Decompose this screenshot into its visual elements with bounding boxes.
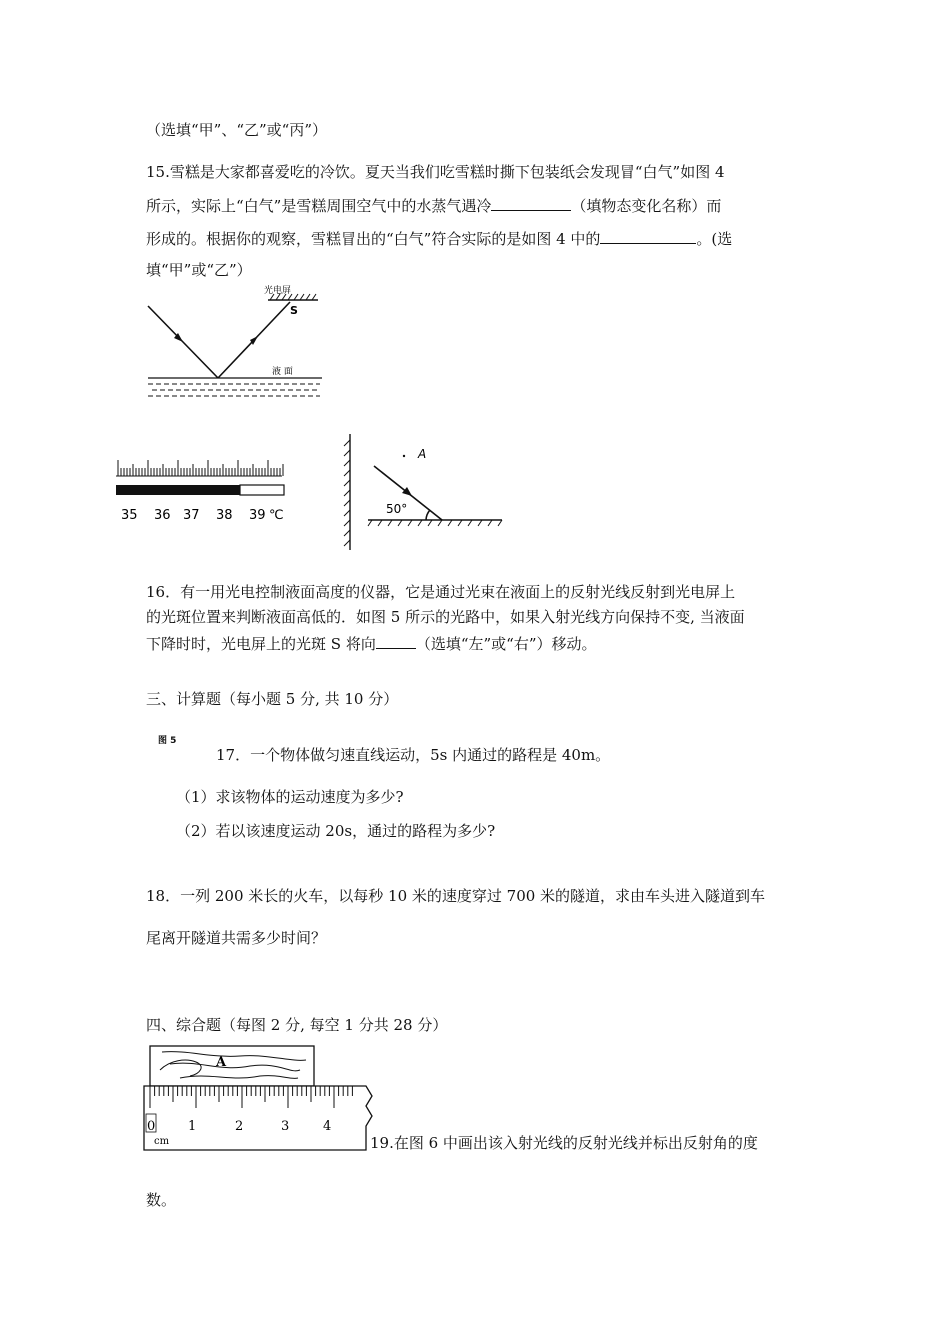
ruler-body xyxy=(144,1086,372,1150)
angle-arc xyxy=(426,510,430,520)
section4-title: 四、综合题（每图 2 分, 每空 1 分共 28 分） xyxy=(146,1016,448,1034)
q15-line2 xyxy=(146,196,721,215)
screen-label: 光电屏 xyxy=(264,286,292,296)
ruler-number: 4 xyxy=(323,1119,332,1134)
angle-label: 50° xyxy=(386,502,408,516)
q18-line1: 18．一列 200 米长的火车，以每秒 10 米的速度穿过 700 米的隧道，求由车头进入隧道到车 xyxy=(146,887,766,905)
q16-line3-text-a: 下降时时，光电屏上的光斑 S 将向 xyxy=(146,635,376,653)
q16-answer-blank[interactable] xyxy=(376,634,416,649)
ruler-number: 0 xyxy=(147,1119,156,1134)
figure-mirror-reflection xyxy=(338,432,508,554)
block-label: A xyxy=(216,1055,227,1070)
q15-line2-text-a: 所示，实际上“白气”是雪糕周围空气中的水蒸气遇冷 xyxy=(146,197,492,215)
q15-line3 xyxy=(146,229,732,248)
liquid-label: 液 面 xyxy=(272,367,293,377)
q15-answer-blank-2[interactable] xyxy=(600,229,696,244)
q16-line1: 16．有一用光电控制液面高度的仪器，它是通过光束在液面上的反射光线反射到光电屏上 xyxy=(146,583,736,601)
q15-line2-text-b: （填物态变化名称）而 xyxy=(571,197,722,215)
q16-line3-text-b: （选填“左”或“右”）移动。 xyxy=(415,635,597,653)
q17-sub1: （1）求该物体的运动速度为多少? xyxy=(176,788,404,806)
ruler-number: 1 xyxy=(188,1119,197,1134)
figure-light-screen-liquid xyxy=(140,286,325,406)
q19-line2: 数。 xyxy=(146,1191,177,1209)
mercury-column xyxy=(116,485,240,495)
incident-arrow-icon xyxy=(402,487,412,496)
thermometer-tube xyxy=(240,485,284,495)
thermometer-unit: ℃ xyxy=(269,508,284,523)
q17-sub2: （2）若以该速度运动 20s，通过的路程为多少? xyxy=(176,822,496,840)
point-a-label: A xyxy=(418,447,427,461)
figure-ruler xyxy=(140,1042,374,1154)
q15-line1: 15.雪糕是大家都喜爱吃的冷饮。夏天当我们吃雪糕时撕下包装纸会发现冒“白气”如图 4 xyxy=(146,163,725,181)
thermometer-tick-label: 36 xyxy=(154,508,171,523)
q17-stem: 17．一个物体做匀速直线运动，5s 内通过的路程是 40m。 xyxy=(216,746,611,764)
thermometer-tick-label: 37 xyxy=(183,508,200,523)
q14-tail: （选填“甲”、“乙”或“丙”） xyxy=(146,121,328,139)
q19-line1: 19.在图 6 中画出该入射光线的反射光线并标出反射角的度 xyxy=(370,1134,758,1152)
ruler-unit: cm xyxy=(154,1136,170,1147)
q15-answer-blank-1[interactable] xyxy=(491,196,571,211)
q15-line3-text-b: 。(选 xyxy=(696,230,733,248)
spot-label: S xyxy=(290,304,298,317)
ruler-number: 3 xyxy=(281,1119,290,1134)
fig5-label: 图 5 xyxy=(158,736,177,746)
thermometer-tick-label: 39 xyxy=(249,508,266,523)
q15-line4: 填“甲”或“乙”） xyxy=(146,261,252,279)
thermometer-tick-label: 38 xyxy=(216,508,233,523)
section3-title: 三、计算题（每小题 5 分, 共 10 分） xyxy=(146,690,399,708)
q16-line2: 的光斑位置来判断液面高低的．如图 5 所示的光路中，如果入射光线方向保持不变, 当液面 xyxy=(146,608,745,626)
thermometer-tick-label: 35 xyxy=(121,508,138,523)
q15-line3-text-a: 形成的。根据你的观察，雪糕冒出的“白气”符合实际的是如图 4 中的 xyxy=(146,230,601,248)
q16-line3 xyxy=(146,634,597,653)
figure-thermometer xyxy=(112,452,292,524)
ruler-number: 2 xyxy=(235,1119,244,1134)
q18-line2: 尾离开隧道共需多少时间？ xyxy=(146,929,327,947)
